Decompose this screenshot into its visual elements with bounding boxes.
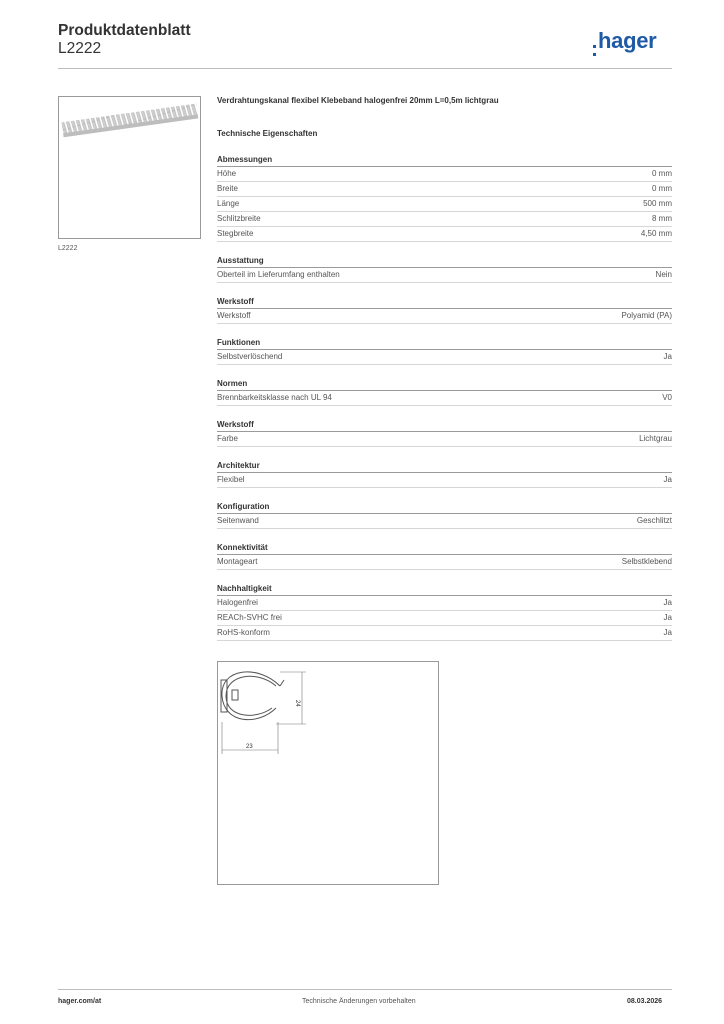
spec-row [217,268,672,283]
technical-drawing [217,661,439,885]
spec-value: Ja [663,613,672,622]
spec-row [217,473,672,488]
section-title: Funktionen [217,337,672,350]
spec-row [217,611,672,626]
dim-height-label: 24 [294,700,300,707]
spec-label: Selbstverlöschend [217,352,283,361]
spec-value: Ja [663,598,672,607]
spec-label: Breite [217,184,238,193]
section-title: Abmessungen [217,154,672,167]
section-title: Werkstoff [217,296,672,309]
spec-value: Ja [663,628,672,637]
section-title: Konnektivität [217,542,672,555]
hager-logo [593,28,656,56]
spec-row [217,626,672,641]
product-code: L2222 [58,40,102,57]
spec-value: 0 mm [652,184,672,193]
spec-value: Geschlitzt [636,516,672,525]
spec-label: Stegbreite [217,229,254,238]
spec-row [217,514,672,529]
spec-row [217,227,672,242]
spec-value: Selbstklebend [621,557,672,566]
spec-value: 500 mm [643,199,672,208]
product-image [58,96,201,239]
spec-label: Seitenwand [217,516,259,525]
footer-divider [58,989,672,990]
spec-section [217,337,672,365]
section-title: Architektur [217,460,672,473]
spec-label: Halogenfrei [217,598,258,607]
logo-colon-icon [593,45,597,56]
page-title: Produktdatenblatt [58,22,191,39]
footer-website: hager.com/at [58,998,102,1005]
spec-row [217,555,672,570]
spec-row [217,391,672,406]
section-title: Ausstattung [217,255,672,268]
section-title: Werkstoff [217,419,672,432]
spec-row [217,197,672,212]
spec-section [217,542,672,570]
spec-value: 4,50 mm [640,229,672,238]
section-title: Normen [217,378,672,391]
spec-value: 8 mm [652,214,672,223]
spec-label: Schlitzbreite [217,214,261,223]
spec-label: Länge [217,199,240,208]
spec-label: Oberteil im Lieferumfang enthalten [217,270,340,279]
spec-row [217,432,672,447]
tech-properties-heading: Technische Eigenschaften [217,129,318,138]
footer-date: 08.03.2026 [627,998,663,1005]
dim-width-label: 23 [246,744,253,750]
image-caption: L2222 [58,245,78,252]
spec-label: Höhe [217,169,237,178]
header-divider [58,68,672,69]
spec-label: Farbe [217,434,238,443]
section-title: Konfiguration [217,501,672,514]
spec-section [217,154,672,242]
spec-value: Ja [663,475,672,484]
profile-drawing-icon [218,662,438,884]
spec-label: Flexibel [217,475,245,484]
spec-section [217,583,672,641]
spec-value: Polyamid (PA) [621,311,672,320]
spec-section [217,501,672,529]
spec-row [217,212,672,227]
spec-row [217,167,672,182]
spec-value: Lichtgrau [639,434,672,443]
product-name: Verdrahtungskanal flexibel Klebeband halogenfrei 20mm L=0,5m lichtgrau [217,96,499,105]
spec-section [217,460,672,488]
spec-label: Montageart [217,557,258,566]
spec-row [217,350,672,365]
spec-value: 0 mm [652,169,672,178]
spec-label: Werkstoff [217,311,251,320]
spec-section [217,296,672,324]
footer-notice: Technische Änderungen vorbehalten [302,998,416,1005]
spec-value: Nein [655,270,672,279]
spec-row [217,182,672,197]
spec-value: Ja [663,352,672,361]
spec-label: RoHS-konform [217,628,270,637]
spec-row [217,309,672,324]
logo-text: hager [598,28,657,53]
spec-section [217,378,672,406]
section-title: Nachhaltigkeit [217,583,672,596]
spec-row [217,596,672,611]
spec-sections [217,154,672,641]
spec-label: REACh-SVHC frei [217,613,282,622]
spec-content [217,96,672,677]
cable-duct-icon [59,97,200,238]
spec-section [217,255,672,283]
spec-label: Brennbarkeitsklasse nach UL 94 [217,393,332,402]
spec-section [217,419,672,447]
spec-value: V0 [662,393,672,402]
